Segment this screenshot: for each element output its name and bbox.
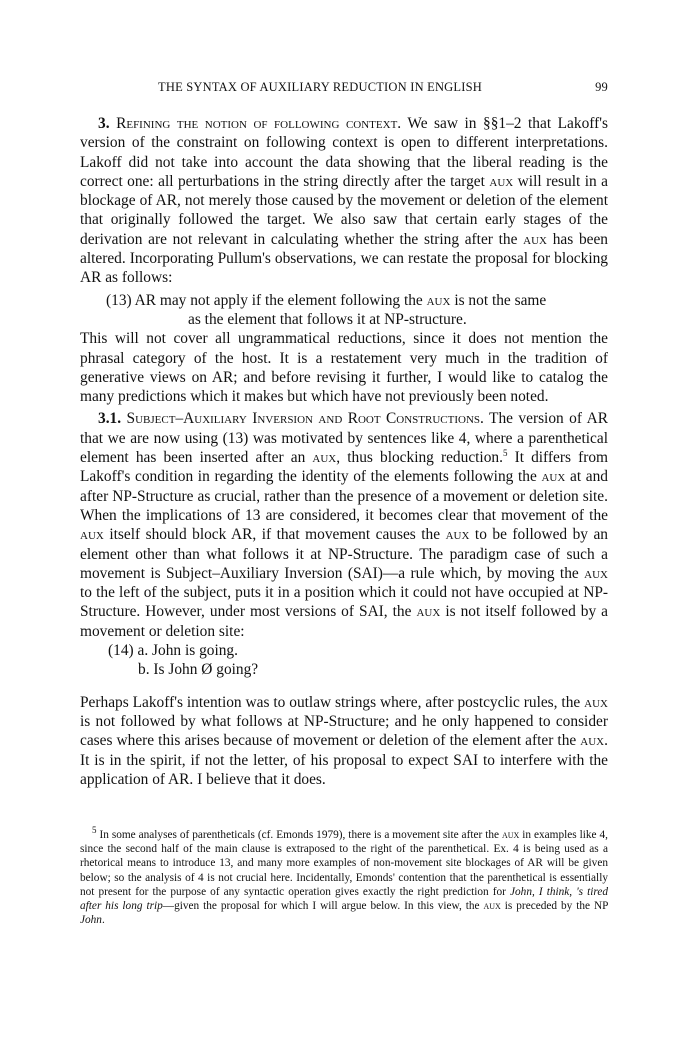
- text-run: —given the proposal for which I will argue below. In this view, the: [162, 900, 480, 913]
- running-title: THE SYNTAX OF AUXILIARY REDUCTION IN ENGLISH: [158, 80, 482, 94]
- aux-term: aux: [489, 172, 514, 190]
- text-run: to be followed by an element other than what follows it at NP-Structure. The paradigm case of such a movement is Subject–Auxiliary Inversion (SAI)—a rule which, by moving the: [80, 526, 609, 582]
- text-run: AR may not apply if the element following the: [134, 291, 423, 309]
- section-3-number: 3.: [98, 115, 110, 132]
- example-14a: [80, 641, 608, 660]
- aux-term: aux: [580, 732, 605, 750]
- text-run: , thus blocking reduction.: [336, 449, 503, 467]
- text-run: .: [101, 914, 105, 927]
- text-run: will result in a blockage of AR, not merely those caused by the movement or deletion of the element that originally followed the target. We also saw that certain early stages of the derivation are not relevant in calculating whether the string after the: [80, 172, 608, 248]
- aux-term: aux: [541, 468, 566, 486]
- text-run: in examples like 4, since the second half of the main clause is extraposed to the right of the parenthetical. Ex. 4 is being used as a rhetorical means to introduce 13, and many more examples of non-movement site blockages of AR will be given below; so the analysis of 4 is not crucial here. Incidentally, Emonds' contention that the parenthetical is essentially not present for the purpose of any syntactic operation gives exactly the right prediction for: [80, 829, 608, 898]
- section-3-paragraph-2: This will not cover all ungrammatical reductions, since it does not mention the phrasal category of the host. It is a restatement very much in the tradition of generative views on AR; and before revising it further, I would like to catalog the many predictions which it makes but which have not previously been noted.: [80, 330, 608, 406]
- section-3-1-paragraph-2: [80, 693, 608, 789]
- section-3-1-paragraph: [80, 409, 608, 641]
- text-run: at and after NP-Structure as crucial, rather than the presence of a movement or deletion site. When the implications of 13 are considered, it becomes clear that movement of the: [80, 468, 608, 524]
- aux-term: aux: [445, 526, 470, 544]
- aux-term: aux: [312, 449, 337, 467]
- text-run: to the left of the subject, puts it in a position which it could not have occupied at NP-Structure. However, under most versions of SAI, the: [80, 584, 608, 621]
- example-continuation: as the element that follows it at NP-structure.: [188, 310, 467, 328]
- text-run: itself should block AR, if that movement causes the: [109, 526, 441, 544]
- example-label: b.: [138, 661, 150, 679]
- main-text: [80, 114, 608, 789]
- example-14b: [80, 660, 608, 679]
- text-run: In some analyses of parentheticals (cf. Emonds 1979), there is a movement site after the: [99, 829, 500, 841]
- text-run: is preceded by the NP: [504, 900, 609, 913]
- example-label: (14) a.: [108, 642, 149, 660]
- text-run: Is John Ø going?: [153, 661, 259, 679]
- aux-term: aux: [501, 829, 520, 841]
- text-run: Perhaps Lakoff's intention was to outlaw strings where, after postcyclic rules, the: [80, 693, 581, 711]
- text-run: is not itself followed by a movement or deletion site:: [80, 603, 608, 640]
- aux-term: aux: [426, 291, 451, 309]
- footnote-5: [80, 825, 609, 927]
- running-header: [80, 80, 608, 98]
- text-run: We saw in §§1–2 that Lakoff's version of the constraint on following context is open to different interpretations. Lakoff did not take into account the data showing that the liberal reading is the correct one: all perturbations in the string directly after the target: [80, 115, 608, 190]
- section-3-heading: Refining the notion of following context.: [116, 115, 402, 132]
- text-run: John is going.: [152, 642, 238, 660]
- section-3-paragraph: [80, 114, 608, 288]
- text-run: The version of AR that we are now using (13) was motivated by sentences like 4, where a parenthetical element has been inserted after an: [80, 410, 608, 467]
- footnote-mark: 5: [92, 825, 97, 836]
- text-run: has been altered. Incorporating Pullum's observations, we can restate the proposal for blocking AR as follows:: [80, 230, 608, 287]
- aux-term: aux: [416, 603, 441, 621]
- aux-term: aux: [483, 900, 501, 913]
- italic-example: John, I think, 's tired after his long trip: [80, 885, 608, 913]
- aux-term: aux: [80, 526, 104, 544]
- text-run: is not the same: [454, 291, 547, 309]
- aux-term: aux: [523, 230, 547, 248]
- example-13: [80, 291, 608, 330]
- page-number: 99: [595, 80, 608, 94]
- aux-term: aux: [584, 564, 608, 582]
- text-run: It differs from Lakoff's condition in regarding the identity of the elements following the: [80, 449, 608, 486]
- example-14: [80, 641, 608, 680]
- section-3-1-heading: Subject–Auxiliary Inversion and Root Constructions.: [126, 410, 484, 428]
- aux-term: aux: [584, 693, 608, 711]
- section-3-1-number: 3.1.: [98, 410, 122, 428]
- text-run: is not followed by what follows at NP-Structure; and he only happened to consider cases where this arises because of movement or deletion of the element after the: [80, 712, 608, 750]
- footnote-reference[interactable]: 5: [502, 447, 508, 458]
- text-run: . It is in the spirit, if not the letter, of his proposal to expect SAI to interfere with the application of AR. I believe that it does.: [80, 732, 608, 788]
- example-label: (13): [106, 291, 132, 309]
- italic-name: John: [80, 914, 102, 927]
